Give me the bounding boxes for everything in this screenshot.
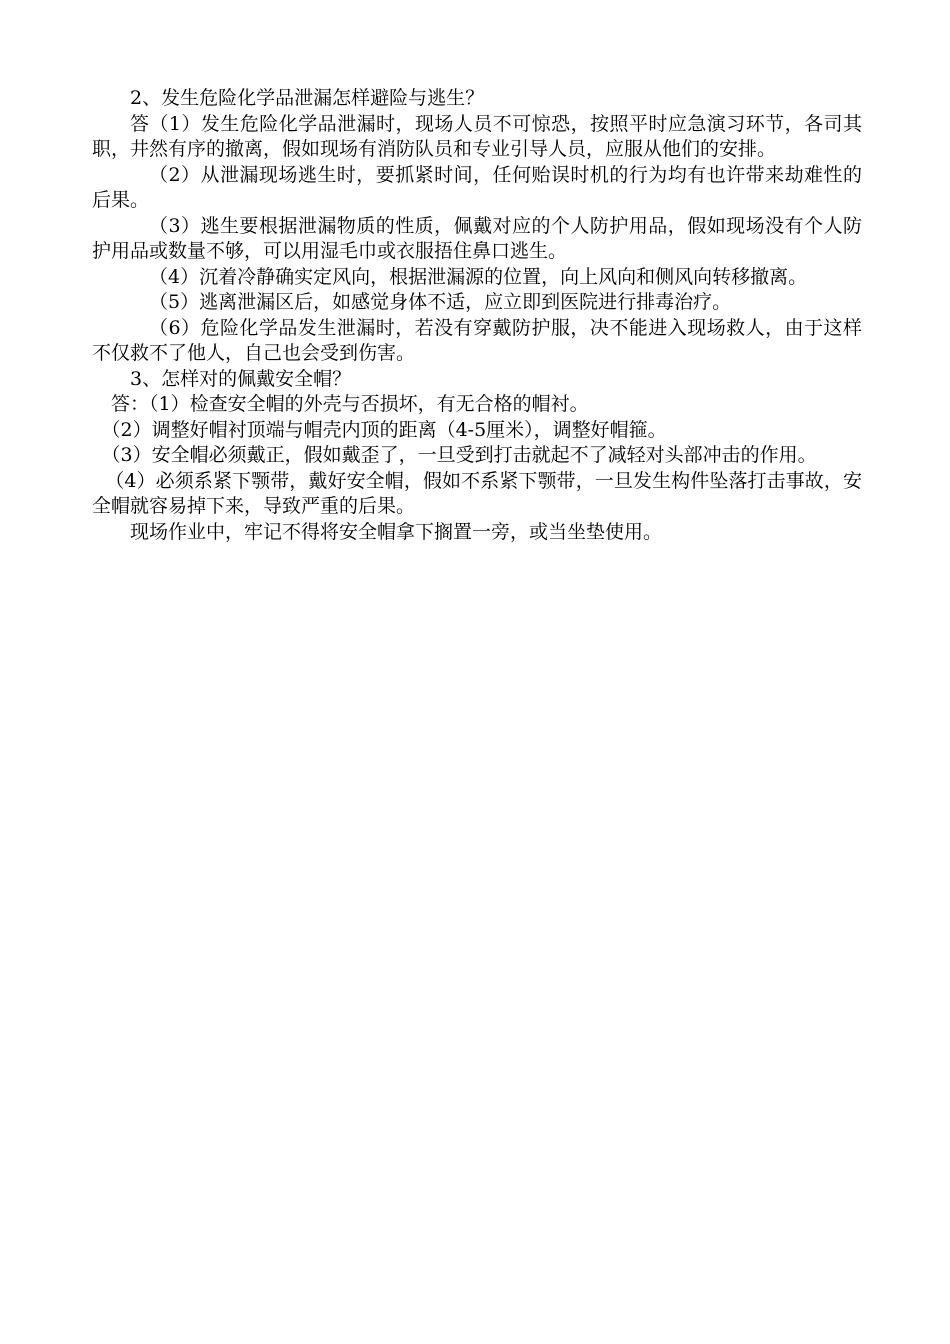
helmet-answer-2: （2）调整好帽衬顶端与帽壳内顶的距离（4-5厘米），调整好帽箍。 xyxy=(101,418,667,441)
question-heading-3: 3、怎样对的佩戴安全帽？ xyxy=(130,367,352,390)
answer-paragraph-5: （5）逃离泄漏区后，如感觉身体不适，应立即到医院进行排毒治疗。 xyxy=(149,291,732,313)
answer-paragraph-3: （3）逃生要根据泄漏物质的性质，佩戴对应的个人防护用品，假如现场没有个人防护用品或数量不够，可以用湿毛巾或衣服捂住鼻口逃生。 xyxy=(92,214,862,262)
document-body xyxy=(92,86,862,545)
helmet-answer-1: 答：（1）检查安全帽的外壳与否损坏，有无合格的帽衬。 xyxy=(111,393,589,415)
answer-paragraph-4: （4）沉着冷静确实定风向，根据泄漏源的位置，向上风向和侧风向转移撤离。 xyxy=(149,265,808,288)
closing-paragraph: 现场作业中，牢记不得将安全帽拿下搁置一旁，或当坐垫使用。 xyxy=(130,520,663,543)
helmet-answer-4: （4）必须系紧下颚带，戴好安全帽，假如不系紧下颚带，一旦发生构件坠落打击事故，安全帽就容易掉下来，导致严重的后果。 xyxy=(92,469,862,517)
answer-paragraph-2: （2）从泄漏现场逃生时，要抓紧时间，任何贻误时机的行为均有也许带来劫难性的后果。 xyxy=(92,163,862,211)
answer-paragraph-6: （6）危险化学品发生泄漏时，若没有穿戴防护服，决不能进入现场救人，由于这样不仅救不了他人，自己也会受到伤害。 xyxy=(92,316,862,364)
helmet-answer-3: （3）安全帽必须戴正，假如戴歪了，一旦受到打击就起不了减轻对头部冲击的作用。 xyxy=(101,444,817,466)
answer-paragraph-1: 答（1）发生危险化学品泄漏时，现场人员不可惊恐，按照平时应急演习环节，各司其职，井然有序的撤离，假如现场有消防队员和专业引导人员，应服从他们的安排。 xyxy=(92,112,862,160)
question-heading-2: 2、发生危险化学品泄漏怎样避险与逃生？ xyxy=(130,87,485,109)
